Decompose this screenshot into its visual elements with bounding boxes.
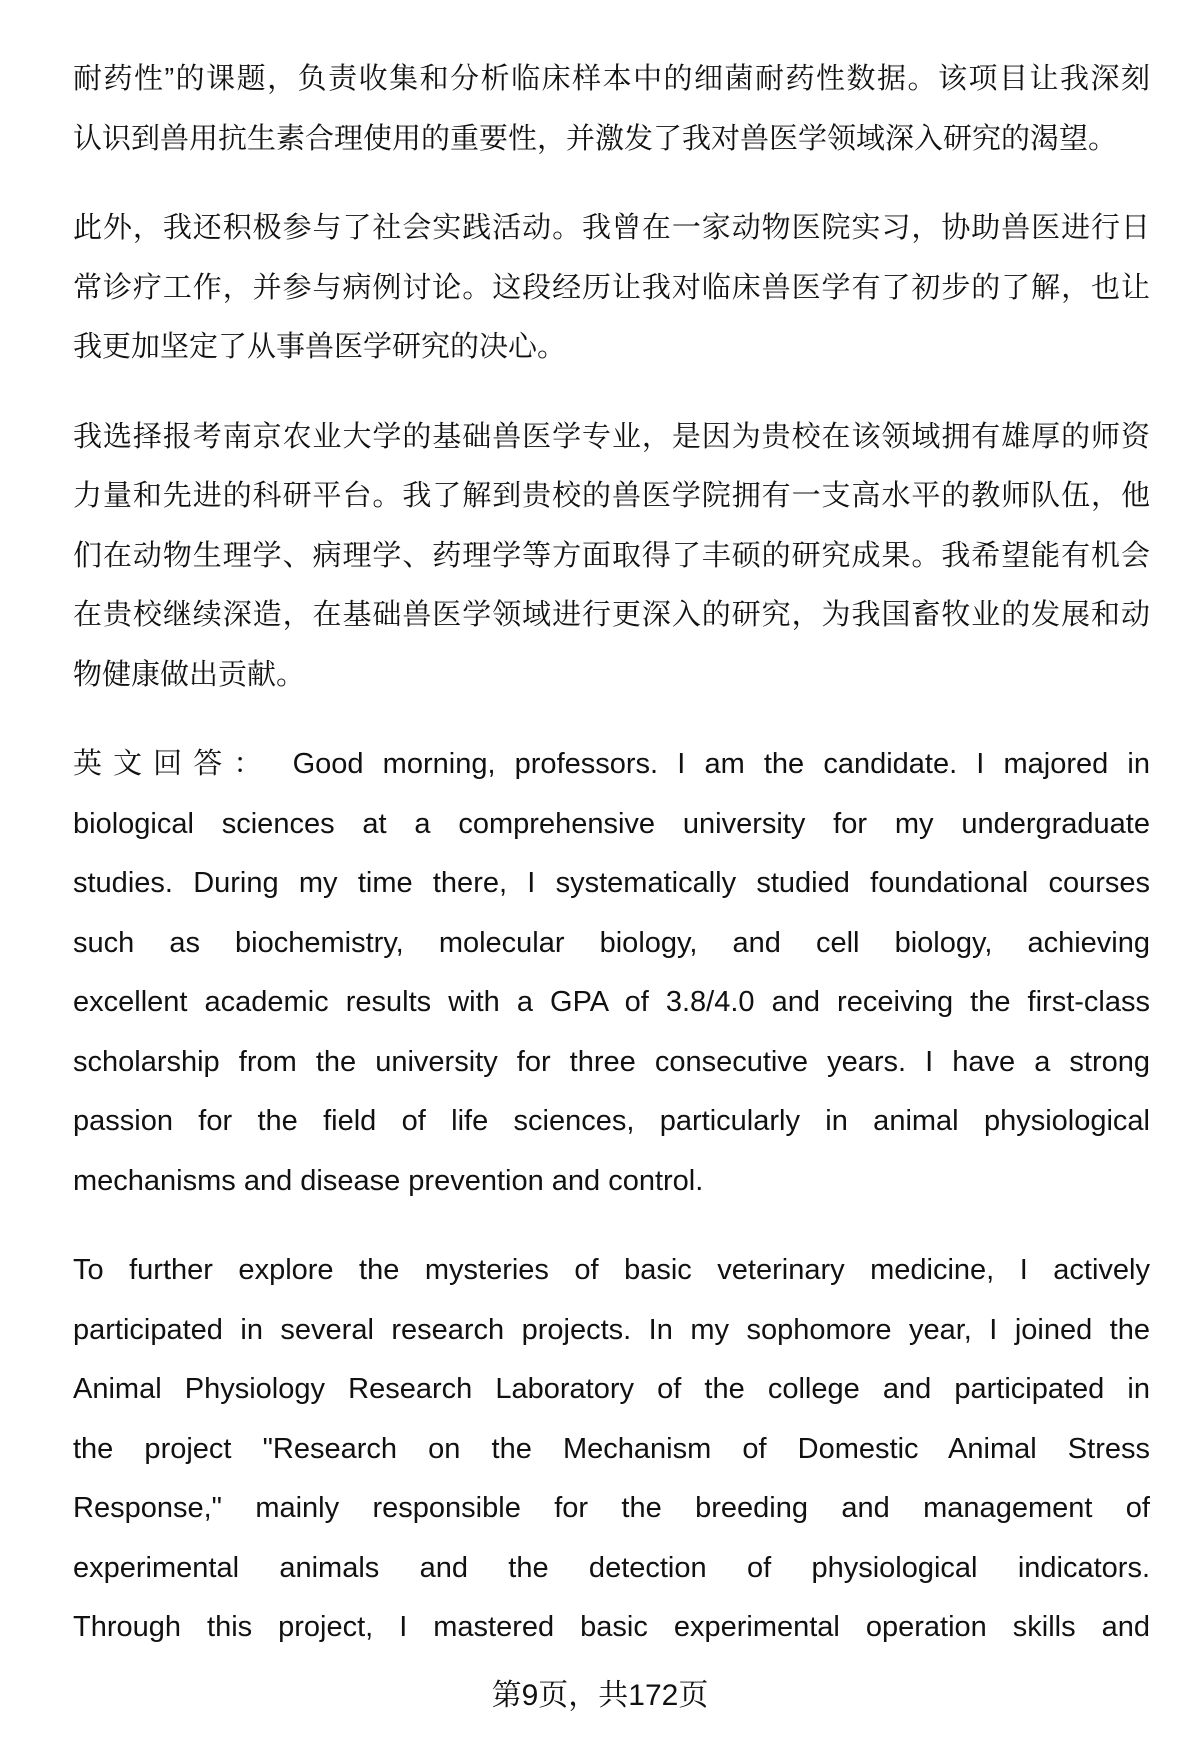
text-line: the project "Research on the Mechanism of Domestic Animal Stress <box>73 1432 1150 1465</box>
text-line: Animal Physiology Research Laboratory of the college and participated in <box>73 1373 1150 1405</box>
paragraph <box>73 199 1150 378</box>
text-line: 我选择报考南京农业大学的基础兽医学专业，是因为贵校在该领域拥有雄厚的师资 <box>73 420 1150 453</box>
text-line: participated in several research projects. In my sophomore year, I joined the <box>73 1313 1150 1346</box>
page-number: 第9页，共172页 <box>491 1679 709 1712</box>
text-line: such as biochemistry, molecular biology, and cell biology, achieving <box>73 926 1150 959</box>
text-line: 们在动物生理学、病理学、药理学等方面取得了丰硕的研究成果。我希望能有机会 <box>73 539 1150 572</box>
text-line: 我更加坚定了从事兽医学研究的决心。 <box>73 331 567 363</box>
text-line: 在贵校继续深造，在基础兽医学领域进行更深入的研究，为我国畜牧业的发展和动 <box>73 599 1150 631</box>
text-line: 物健康做出贡献。 <box>73 658 306 691</box>
text-line: excellent academic results with a GPA of 3.8/4.0 and receiving the first-class <box>73 986 1150 1018</box>
text-line: experimental animals and the detection of physiological indicators. <box>73 1551 1150 1584</box>
text-line: studies. During my time there, I systematically studied foundational courses <box>73 867 1150 899</box>
text-line: Through this project, I mastered basic experimental operation skills and <box>73 1611 1150 1643</box>
paragraph <box>73 735 1150 1211</box>
text-line: scholarship from the university for three consecutive years. I have a strong <box>73 1045 1150 1078</box>
text-line: 耐药性”的课题，负责收集和分析临床样本中的细菌耐药性数据。该项目让我深刻 <box>73 63 1150 95</box>
text-line: 认识到兽用抗生素合理使用的重要性，并激发了我对兽医学领域深入研究的渴望。 <box>73 122 1118 155</box>
text-line: 力量和先进的科研平台。我了解到贵校的兽医学院拥有一支高水平的教师队伍，他 <box>73 480 1150 512</box>
text-line: mechanisms and disease prevention and control. <box>73 1164 704 1197</box>
paragraph <box>73 1241 1150 1658</box>
text-line: 此外，我还积极参与了社会实践活动。我曾在一家动物医院实习，协助兽医进行日 <box>73 212 1150 244</box>
text-line: Response," mainly responsible for the breeding and management of <box>73 1492 1150 1524</box>
text-line: To further explore the mysteries of basic veterinary medicine, I actively <box>73 1254 1150 1286</box>
text-line: passion for the field of life sciences, particularly in animal physiological <box>73 1105 1150 1137</box>
document-body <box>73 50 1150 1688</box>
text-line: 常诊疗工作，并参与病例讨论。这段经历让我对临床兽医学有了初步的了解，也让 <box>73 271 1150 304</box>
text-line: 英文回答： Good morning, professors. I am the candidate. I majored in <box>73 748 1150 780</box>
text-line: biological sciences at a comprehensive university for my undergraduate <box>73 807 1150 840</box>
paragraph <box>73 408 1150 706</box>
paragraph <box>73 50 1150 169</box>
